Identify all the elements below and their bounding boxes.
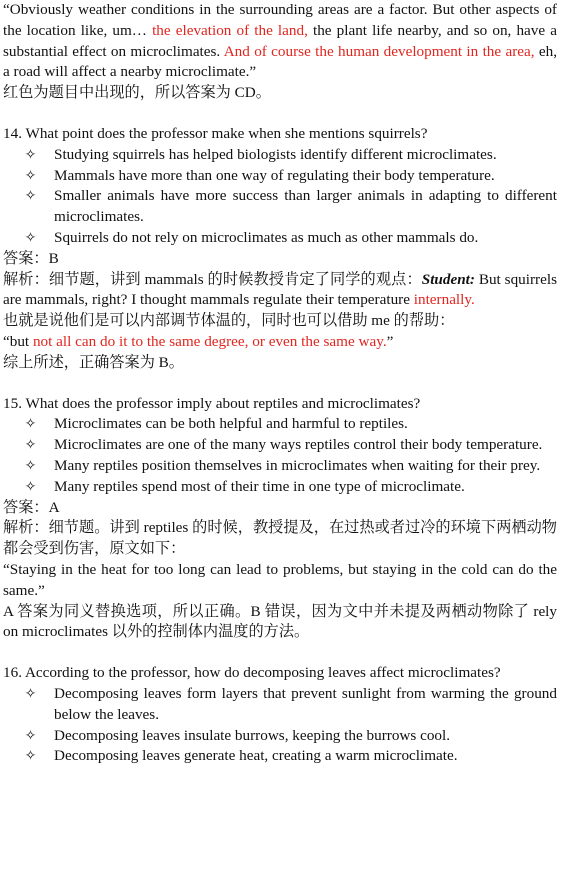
quote-15: “Staying in the heat for too long can lead to problems, but staying in the cold can do the same.” [3, 560, 557, 599]
answer-14: 答案：B [3, 249, 59, 267]
diamond-bullet-icon: ✧ [24, 167, 37, 184]
quote-text: “Obviously weather conditions in the surrounding areas are a factor. But other aspects of the location like, um… [3, 1, 557, 39]
conclusion-14: 综上所述，正确答案为 B。 [3, 353, 184, 371]
question-16: 16. According to the professor, how do decomposing leaves affect microclimates? [3, 664, 501, 682]
option-text: Decomposing leaves form layers that prevent sunlight from warming the ground below the leaves. [54, 684, 557, 723]
quote-text: ” [386, 332, 394, 350]
option-16-c [3, 746, 557, 767]
option-text: Studying squirrels has helped biologists identify different microclimates. [54, 145, 497, 163]
diamond-bullet-icon: ✧ [24, 146, 37, 163]
quote-text: eh, a road will affect a nearby microclimate.” [3, 42, 557, 81]
option-15-b [3, 435, 557, 456]
highlight-text: not all can do it to the same degree, or even the same way. [32, 332, 387, 350]
option-15-c [3, 456, 557, 477]
highlight-text: the elevation of the land, [152, 21, 308, 39]
options-15 [3, 414, 557, 497]
option-text: Decomposing leaves insulate burrows, keeping the burrows cool. [54, 726, 451, 744]
speaker-label: Student: [421, 270, 475, 288]
diamond-bullet-icon: ✧ [24, 727, 37, 744]
options-14 [3, 145, 557, 249]
diamond-bullet-icon: ✧ [24, 478, 37, 495]
option-text: Mammals have more than one way of regulating their body temperature. [54, 166, 495, 184]
spacer [3, 643, 557, 663]
option-14-a [3, 145, 557, 166]
spacer [3, 104, 557, 124]
option-text: Many reptiles position themselves in microclimates when waiting for their prey. [54, 456, 541, 474]
explanation-15: A 答案为同义替换选项，所以正确。B 错误，因为文中并未提及两栖动物除了 rely on microclimates 以外的控制体内温度的方法。 [3, 602, 557, 641]
diamond-bullet-icon: ✧ [24, 416, 37, 433]
option-14-d [3, 228, 557, 249]
analysis-text: But squirrels are mammals, right? I thought mammals regulate their temperature [3, 270, 557, 309]
option-text: Decomposing leaves generate heat, creating a warm microclimate. [54, 747, 458, 765]
diamond-bullet-icon: ✧ [24, 188, 37, 205]
top-note: 红色为题目中出现的，所以答案为 CD。 [3, 84, 271, 102]
diamond-bullet-icon: ✧ [24, 748, 37, 765]
option-text: Smaller animals have more success than larger animals in adapting to different microclimates. [54, 187, 557, 226]
analysis-text: 解析：细节题，讲到 mammals 的时候教授肯定了同学的观点： [3, 270, 422, 288]
question-14: 14. What point does the professor make when she mentions squirrels? [3, 124, 428, 142]
diamond-bullet-icon: ✧ [24, 229, 37, 246]
option-14-c [3, 186, 557, 228]
option-16-b [3, 726, 557, 747]
option-15-d [3, 477, 557, 498]
quote-text: the plant life nearby, and so on, have a substantial effect on microclimates. [3, 21, 557, 60]
option-text: Squirrels do not rely on microclimates as much as other mammals do. [54, 228, 479, 246]
question-15: 15. What does the professor imply about reptiles and microclimates? [3, 394, 421, 412]
option-15-a [3, 414, 557, 435]
diamond-bullet-icon: ✧ [24, 457, 37, 474]
quote-text: “but [3, 332, 33, 350]
option-text: Microclimates can be both helpful and harmful to reptiles. [54, 415, 408, 433]
options-16 [3, 684, 557, 767]
top-quote [3, 0, 557, 83]
option-text: Microclimates are one of the many ways reptiles control their body temperature. [54, 436, 543, 454]
answer-15: 答案：A [3, 498, 60, 516]
diamond-bullet-icon: ✧ [24, 437, 37, 454]
analysis-14 [3, 270, 557, 312]
option-14-b [3, 166, 557, 187]
highlight-text: internally. [413, 291, 475, 309]
spacer [3, 374, 557, 394]
quote-14 [3, 332, 557, 353]
note-14: 也就是说他们是可以内部调节体温的，同时也可以借助 me 的帮助： [3, 312, 455, 330]
option-16-a [3, 684, 557, 726]
highlight-text: And of course the human development in the area, [223, 42, 535, 60]
option-text: Many reptiles spend most of their time in one type of microclimate. [54, 477, 465, 495]
analysis-15: 解析：细节题。讲到 reptiles 的时候，教授提及，在过热或者过冷的环境下两栖动物都会受到伤害，原文如下： [3, 519, 557, 558]
diamond-bullet-icon: ✧ [24, 685, 37, 702]
